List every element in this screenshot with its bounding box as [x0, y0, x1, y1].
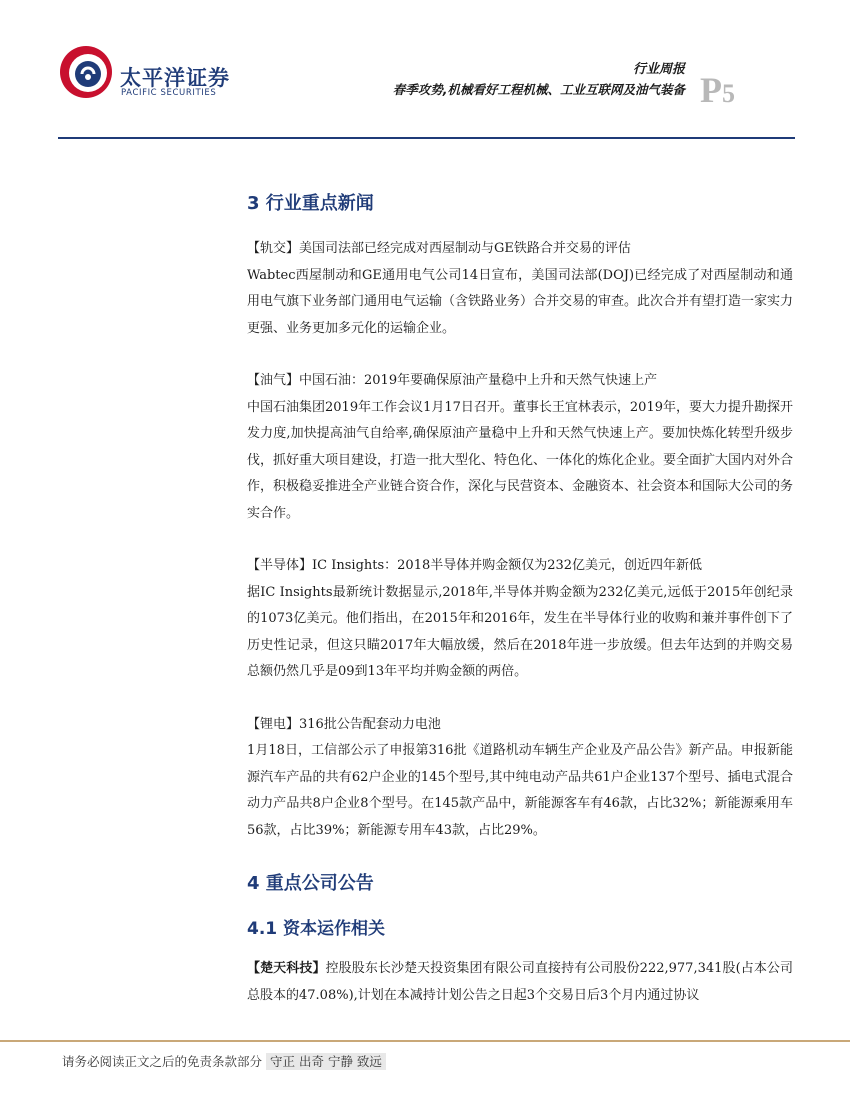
- news-body: Wabtec西屋制动和GE通用电气公司14日宣布，美国司法部(DOJ)已经完成了对西屋制动和通用电气旗下业务部门通用电气运输（含铁路业务）合并交易的审查。此次合并有望打造一家实力更强、业务更加多元化的运输企业。: [247, 267, 794, 336]
- footer-divider: [0, 1040, 850, 1042]
- footer-disclaimer: 请务必阅读正文之后的免责条款部分: [62, 1054, 263, 1069]
- news-headline: [247, 553, 793, 580]
- page-number-value: 5: [722, 79, 735, 108]
- page-header: [0, 0, 850, 140]
- news-tag: 【锂电】: [247, 716, 300, 732]
- footer-motto: 守正 出奇 宁静 致远: [266, 1053, 386, 1070]
- page-number: [700, 72, 735, 112]
- news-headline: [247, 712, 793, 739]
- main-content: [247, 190, 793, 1009]
- logo-english-name: PACIFIC SECURITIES: [121, 88, 217, 98]
- announcement-text: 控股股东长沙楚天投资集团有限公司直接持有公司股份222,977,341股(占本公司总股本的47.08%),计划在本减持计划公告之日起3个交易日后3个月内通过协议: [247, 961, 793, 1003]
- page-footer: [62, 1052, 386, 1070]
- page-prefix: P: [700, 70, 722, 110]
- news-tag: 【油气】: [247, 373, 300, 388]
- news-tag: 【轨交】: [247, 241, 300, 256]
- news-body: 中国石油集团2019年工作会议1月17日召开。董事长王宜林表示，2019年，要大力提升勘探开发力度,加快提高油气自给率,确保原油产量稳中上升和天然气快速上产。要加快炼化转型升级步伐，抓好重大项目建设，打造一批大型化、特色化、一体化的炼化企业。要全面扩大国内对外合作，积极稳妥推进全产业链合资合作，深化与民营资本、金融资本、社会资本和国际大公司的务实合作。: [247, 399, 794, 521]
- announcement-body: [247, 956, 793, 1009]
- report-title: 春季攻势,机械看好工程机械、工业互联网及油气装备: [392, 82, 685, 97]
- news-item: [247, 236, 793, 342]
- news-headline-text: IC Insights：2018半导体并购金额仅为232亿美元，创近四年新低: [312, 558, 703, 573]
- news-tag: 【半导体】: [247, 558, 313, 573]
- section-4-1-title: 4.1 资本运作相关: [247, 919, 386, 939]
- logo-chinese-name: 太平洋证券: [120, 66, 230, 90]
- news-body: 据IC Insights最新统计数据显示,2018年,半导体并购金额为232亿美元,远低于2015年创纪录的1073亿美元。他们指出，在2015年和2016年，发生在半导体行业的收购和兼并事件创下了历史性记录，但这只瞄2017年大幅放缓，然后在2018年进一步放缓。但去年达到的并购交易总额仍然几乎是09到13年平均并购金额的两倍。: [247, 584, 793, 679]
- report-type: 行业周报: [632, 62, 685, 77]
- section-4-title: 4 重点公司公告: [247, 873, 374, 894]
- news-headline: [247, 236, 793, 263]
- news-body: 1月18日，工信部公示了申报第316批《道路机动车辆生产企业及产品公告》新产品。申报新能源汽车产品的共有62户企业的145个型号,其中纯电动产品共61户企业137个型号、插电式混合动力产品共8户企业8个型号。在145款产品中，新能源客车有46款，占比32%；新能源乘用车56款，占比39%；新能源专用车43款，占比29%。: [247, 743, 793, 838]
- news-headline-text: 美国司法部已经完成对西屋制动与GE铁路合并交易的评估: [299, 241, 631, 256]
- news-item: [247, 553, 793, 686]
- news-headline-text: 316批公告配套动力电池: [299, 716, 441, 732]
- announcement-tag: 【楚天科技】: [247, 961, 326, 976]
- pacific-securities-logo-icon: [58, 44, 114, 100]
- news-headline-text: 中国石油：2019年要确保原油产量稳中上升和天然气快速上产: [299, 373, 658, 388]
- news-item: [247, 368, 793, 527]
- header-divider: [58, 137, 795, 139]
- news-headline: [247, 368, 793, 395]
- section-3-title: 3 行业重点新闻: [247, 193, 374, 214]
- announcement-item: [247, 956, 793, 1009]
- news-item: [247, 712, 793, 845]
